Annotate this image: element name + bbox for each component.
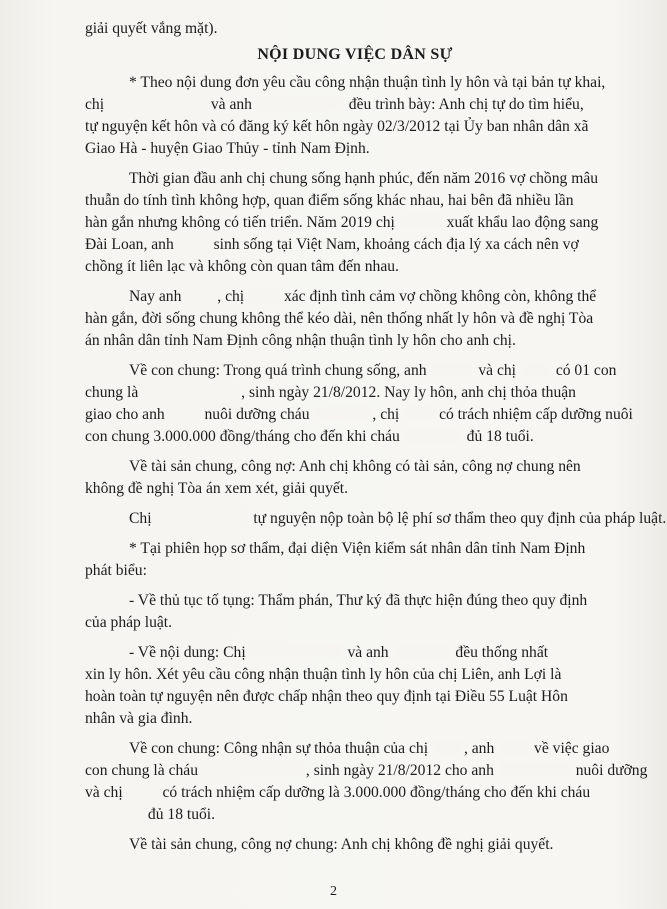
text-line: không đề nghị Tòa án xem xét, giải quyết. xyxy=(85,480,349,497)
text-line: và chị có trách nhiệm cấp dưỡng là 3.000.000 đồng/tháng cho đến khi cháu xyxy=(85,784,591,801)
text-line: của pháp luật. xyxy=(85,614,173,631)
text-line: Về tài sản chung, công nợ: Anh chị không có tài sản, công nợ chung nên xyxy=(129,458,581,475)
text-line: nhân và gia đình. xyxy=(85,710,193,727)
redacted-name xyxy=(157,510,247,524)
paragraph-gap xyxy=(85,352,625,360)
paragraph-gap xyxy=(85,448,625,456)
redacted-name xyxy=(110,96,205,110)
redacted-name xyxy=(144,384,239,398)
redacted-name xyxy=(406,428,461,442)
paragraph-gap xyxy=(85,826,625,834)
redacted-name xyxy=(258,96,343,110)
redacted-name xyxy=(500,762,570,776)
text-line: án nhân dân tỉnh Nam Định công nhận thuận tình ly hôn cho anh chị. xyxy=(85,332,516,349)
redacted-name xyxy=(405,406,433,420)
document-body xyxy=(85,18,667,856)
text-line: Về con chung: Trong quá trình chung sống, anh và chị có 01 con xyxy=(129,362,617,379)
text-line: xin ly hôn. Xét yêu cầu công nhận thuận tình ly hôn của chị Liên, anh Lợi là xyxy=(85,666,562,683)
redacted-name xyxy=(522,362,550,376)
text-line: Giao Hà - huyện Giao Thủy - tỉnh Nam Định. xyxy=(85,140,370,157)
text-line: Về con chung: Công nhận sự thỏa thuận của chị , anh về việc giao xyxy=(129,740,610,757)
redacted-name xyxy=(171,406,199,420)
text-line: hàn gắn nhưng không có tiến triển. Năm 2019 chị xuất khẩu lao động sang xyxy=(85,214,599,231)
text-line: phát biểu: xyxy=(85,562,147,579)
redacted-name xyxy=(187,288,215,302)
text-line: - Về nội dung: Chị và anh đều thống nhất xyxy=(129,644,549,661)
paragraph-gap xyxy=(85,500,625,508)
paragraph-gap xyxy=(85,530,625,538)
redacted-name xyxy=(401,214,441,228)
text-line: hàn gắn, đời sống chung không thể kéo dài, nên thống nhất ly hôn và đề nghị Tòa xyxy=(85,310,594,327)
paragraph-gap xyxy=(85,730,625,738)
paragraph-gap xyxy=(85,160,625,168)
redacted-name xyxy=(180,236,208,250)
redacted-name xyxy=(204,762,304,776)
redacted-name xyxy=(252,644,342,658)
redacted-name xyxy=(395,644,450,658)
text-line: * Tại phiên họp sơ thẩm, đại diện Viện kiểm sát nhân dân tỉnh Nam Định xyxy=(129,540,586,557)
text-line: giao cho anh nuôi dưỡng cháu , chị có trách nhiệm cấp dưỡng nuôi xyxy=(85,406,633,423)
section-title: NỘI DUNG VIỆC DÂN SỰ xyxy=(257,46,453,63)
text-line: chồng ít liên lạc và không còn quan tâm đến nhau. xyxy=(85,258,399,275)
paragraph-gap xyxy=(85,278,625,286)
text-line: tự nguyện kết hôn và có đăng ký kết hôn ngày 02/3/2012 tại Ủy ban nhân dân xã xyxy=(85,118,589,135)
redacted-name xyxy=(129,784,157,798)
text-line: Chị tự nguyện nộp toàn bộ lệ phí sơ thẩm theo quy định của pháp luật. xyxy=(129,510,667,527)
text-line: Thời gian đầu anh chị chung sống hạnh phúc, đến năm 2016 vợ chồng mâu xyxy=(129,170,599,187)
paragraph-gap xyxy=(85,634,625,642)
text-line: - Về thủ tục tố tụng: Thẩm phán, Thư ký đã thực hiện đúng theo quy định xyxy=(129,592,588,609)
text-line: giải quyết vắng mặt). xyxy=(85,20,218,37)
redacted-name xyxy=(315,406,370,420)
text-line: con chung 3.000.000 đồng/tháng cho đến khi cháu đủ 18 tuổi. xyxy=(85,428,534,445)
redacted-name xyxy=(432,362,472,376)
text-line: Đài Loan, anh sinh sống tại Việt Nam, khoảng cách địa lý xa cách nên vợ xyxy=(85,236,579,253)
text-line: hoàn toàn tự nguyện nên được chấp nhận theo quy định tại Điều 55 Luật Hôn xyxy=(85,688,568,705)
text-line: chung là , sinh ngày 21/8/2012. Nay ly hôn, anh chị thỏa thuận xyxy=(85,384,576,401)
redacted-name xyxy=(500,740,528,754)
redacted-name xyxy=(250,288,278,302)
text-line: con chung là cháu , sinh ngày 21/8/2012 cho anh nuôi dưỡng xyxy=(85,762,648,779)
text-line: chị và anh đều trình bày: Anh chị tự do tìm hiểu, xyxy=(85,96,584,113)
paragraph-gap xyxy=(85,582,625,590)
text-line: thuẫn do tính tình không hợp, quan điểm sống khác nhau, hai bên đã nhiều lần xyxy=(85,192,574,209)
redacted-name xyxy=(434,740,462,754)
page-number: 2 xyxy=(330,884,337,899)
text-line: đủ 18 tuổi. xyxy=(85,804,625,826)
text-line: Nay anh , chị xác định tình cảm vợ chồng không còn, không thể xyxy=(129,288,597,305)
redacted-name xyxy=(87,806,142,820)
text-line: * Theo nội dung đơn yêu cầu công nhận thuận tình ly hôn và tại bản tự khai, xyxy=(129,74,606,91)
text-line: Về tài sản chung, công nợ chung: Anh chị không đề nghị giải quyết. xyxy=(129,836,554,853)
